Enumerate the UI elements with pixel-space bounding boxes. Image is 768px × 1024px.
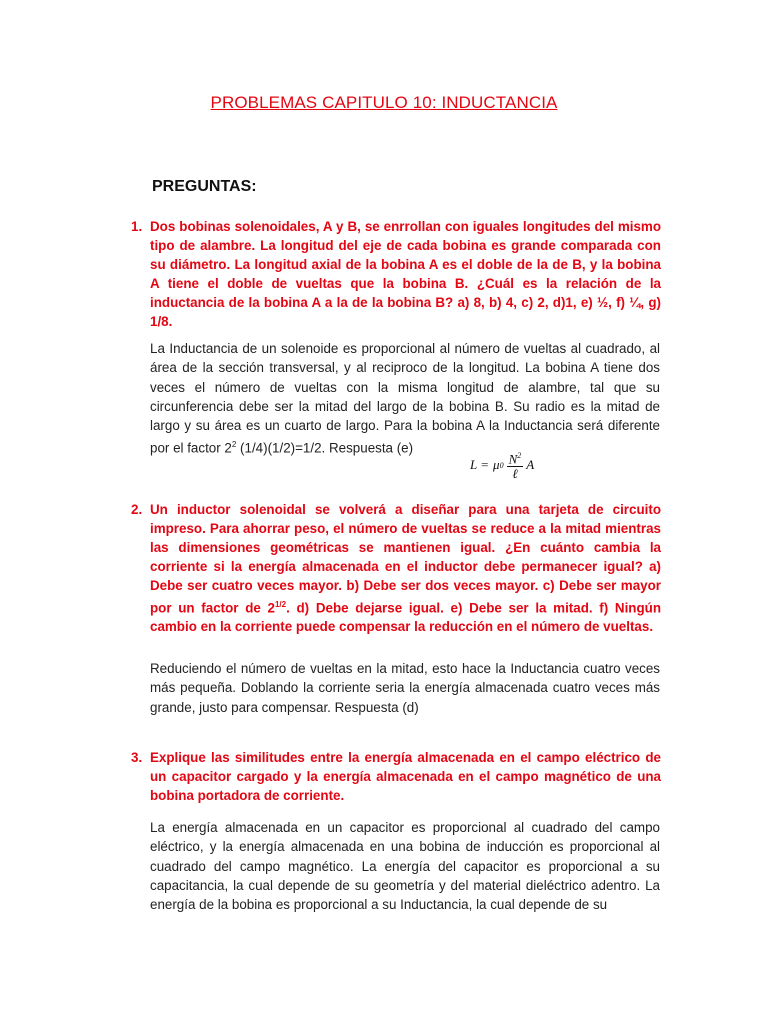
formula-n-sup: 2 (517, 451, 522, 460)
question-text-a: Un inductor solenoidal se volverá a diseñar para una tarjeta de circuito impreso. Para ahorrar peso, el número de vueltas se reduce a la mitad mientras las dimensiones geométricas se mantienen igual. ¿En cuánto cambia la corriente si la energía almacenada en el inductor debe permanecer igual? a) Debe ser cuatro veces mayor. b) Debe ser dos veces mayor. c) Debe ser mayor por un factor de 2 (150, 502, 661, 616)
formula-rhs: A (526, 457, 535, 473)
answer-2: Reduciendo el número de vueltas en la mitad, esto hace la Inductancia cuatro veces más pequeña. Doblando la corriente seria la energía almacenada cuatro veces más grande, justo para compensar. Respuesta (d) (150, 661, 660, 715)
page-title: PROBLEMAS CAPITULO 10: INDUCTANCIA (210, 93, 558, 112)
question-number: 3. (131, 750, 143, 765)
question-number: 2. (131, 502, 143, 517)
question-text (150, 500, 661, 636)
formula-n: N (508, 451, 518, 467)
question-superscript: 1/2 (274, 600, 287, 609)
formula-denominator: ℓ (512, 466, 518, 482)
inductance-formula (470, 449, 534, 481)
answer-superscript: 2 (231, 440, 237, 450)
formula-mu-sub: 0 (499, 460, 504, 470)
answer-1 (150, 339, 660, 458)
formula-numerator (507, 449, 524, 467)
formula-mu: μ (493, 457, 500, 473)
answer-text: La Inductancia de un solenoide es proporcional al número de vueltas al cuadrado, al área de la sección transversal, y al reciproco de la longitud. La bobina A tiene dos veces el número de vueltas con la misma longitud de alambre, tal que su circunferencia debe ser la mitad del largo de la bobina B. Su radio es la mitad de largo y su área es un cuarto de largo. Para la bobina A la Inductancia será diferente por el factor 2 (150, 341, 660, 456)
question-text-b: . d) Debe dejarse igual. e) Debe ser la mitad. f) Ningún cambio en la corriente puede compensar la reducción en el número de vueltas. (150, 600, 662, 635)
answer-text-end: (1/4)(1/2)=1/2. Respuesta (e) (236, 440, 414, 456)
question-number: 1. (131, 219, 143, 234)
answer-3: La energía almacenada en un capacitor es proporcional al cuadrado del campo eléctrico, y la energía almacenada en una bobina de inducción es proporcional al cuadrado del campo magnético. La energía del capacitor es proporcional a su capacitancia, la cual depende de su geometría y del material dieléctrico adentro. La energía de la bobina es proporcional a su Inductancia, la cual depende de su (150, 820, 660, 913)
formula-fraction (507, 449, 524, 481)
formula-lhs: L = (470, 457, 490, 473)
question-text: Dos bobinas solenoidales, A y B, se enrrollan con iguales longitudes del mismo tipo de alambre. La longitud del eje de cada bobina es grande comparada con su diámetro. La longitud axial de la bobina A es el doble de la de B, y la bobina A tiene el doble de vueltas que la bobina B. ¿Cuál es la relación de la inductancia de la bobina A a la de la bobina B? a) 8, b) 4, c) 2, d)1, e) ½, f) ¼, g) 1/8. (150, 219, 661, 329)
section-heading: PREGUNTAS: (152, 178, 257, 195)
question-text: Explique las similitudes entre la energía almacenada en el campo eléctrico de un capacitor cargado y la energía almacenada en el campo magnético de una bobina portadora de corriente. (150, 750, 661, 803)
